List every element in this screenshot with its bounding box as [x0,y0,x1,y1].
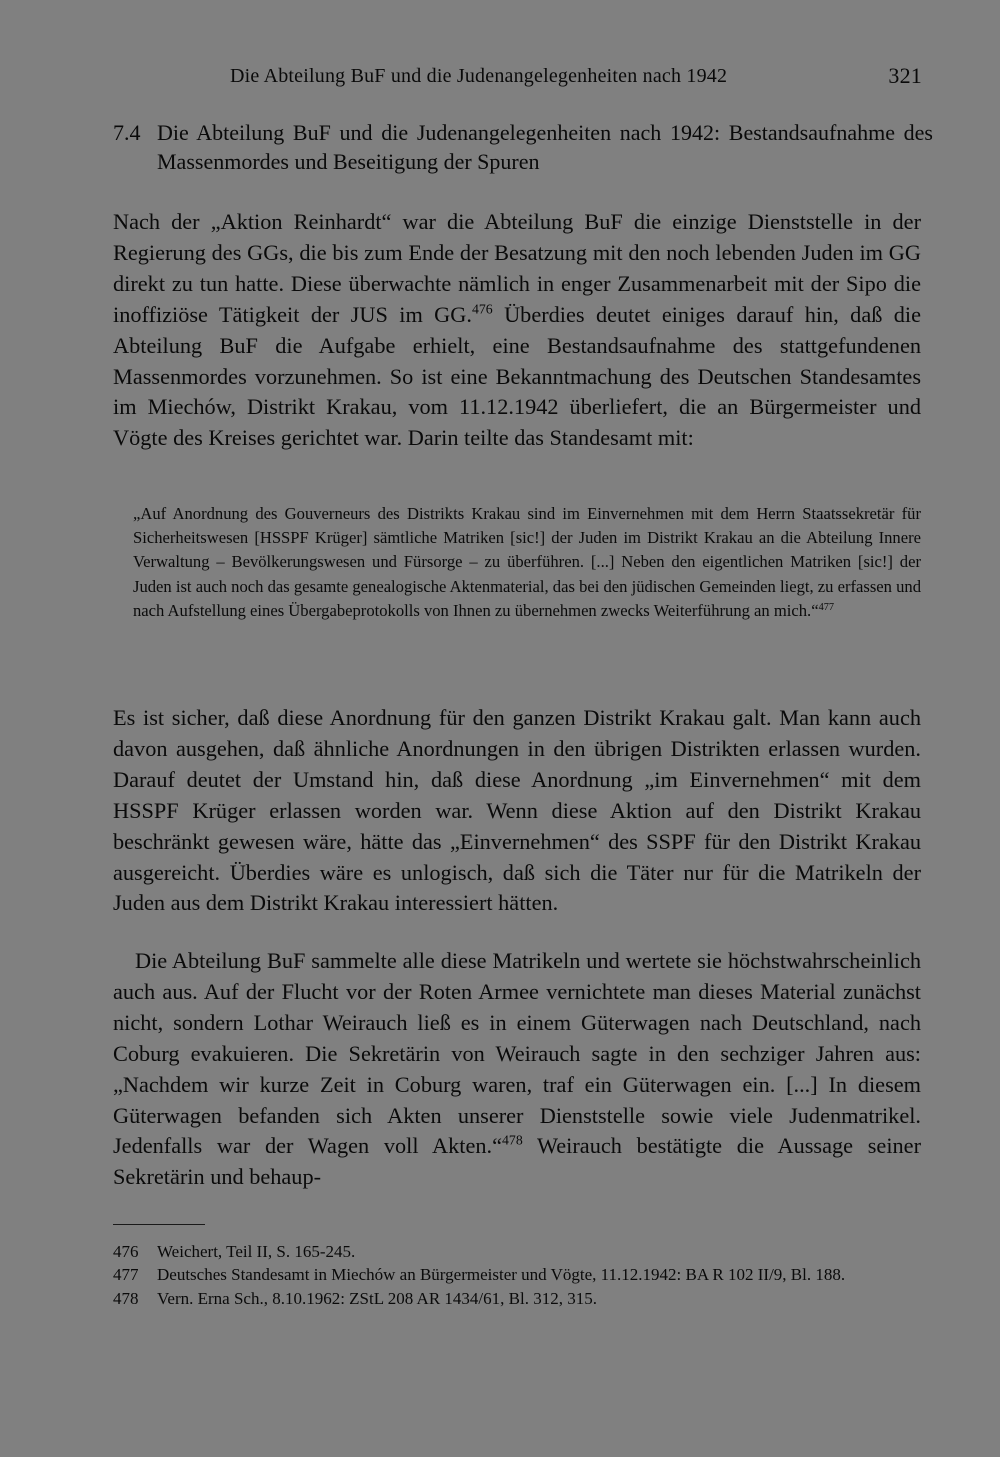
block-quote [133,502,921,623]
running-title: Die Abteilung BuF und die Judenangelegenheiten nach 1942 [230,65,728,87]
page-number: 321 [888,63,922,88]
footnotes [113,1240,921,1310]
footnote-text: Vern. Erna Sch., 8.10.1962: ZStL 208 AR 1434/61, Bl. 312, 315. [157,1288,597,1308]
footnote-text: Deutsches Standesamt in Miechów an Bürgermeister und Vögte, 11.12.1942: BA R 102 II/9, Bl. 188. [157,1265,846,1285]
paragraph-1 [113,207,921,454]
section-title: Die Abteilung BuF und die Judenangelegenheiten nach 1942: Bestandsaufnahme des Massenmordes und Beseitigung der Spuren [157,120,933,174]
footnote-478 [113,1287,921,1310]
footnote-ref-476: 476 [471,301,493,317]
footnote-477 [113,1263,921,1286]
footnote-text: Weichert, Teil II, S. 165-245. [157,1242,356,1261]
paragraph-3-text-a: Die Abteilung BuF sammelte alle diese Matrikeln und wertete sie höchstwahrscheinlich auch aus. Auf der Flucht vor der Roten Armee vernichtete man dieses Material zunächst nicht, sondern Lothar Weirauch ließ es in einem Güterwagen nach Deutschland, nach Coburg evakuieren. Die Sekretärin von Weirauch sagte in den sechziger Jahren aus: „Nachdem wir kurze Zeit in Coburg waren, traf ein Güterwagen ein. [...] In diesem Güterwagen befanden sich Akten unserer Dienststelle sowie viele Judenmatrikel. Jedenfalls war der Wagen voll Akten.“ [113,948,921,1159]
section-heading [113,118,933,176]
footnote-ref-477: 477 [818,601,834,613]
footnote-number: 476 [113,1242,139,1261]
footnote-ref-478: 478 [502,1133,523,1149]
paragraph-1-text-a: Nach der „Aktion Reinhardt“ war die Abteilung BuF die einzige Dienststelle in der Regierung des GGs, die bis zum Ende der Besatzung mit den noch lebenden Juden im GG direkt zu tun hatte. Diese überwachte nämlich in enger Zusammenarbeit mit der Sipo die inoffiziöse Tätigkeit der JUS im GG. [113,209,921,327]
section-number: 7.4 [113,120,141,145]
paragraph-3 [113,946,921,1193]
footnote-number: 477 [113,1265,139,1285]
paragraph-1-text-b: Überdies deutet einiges darauf hin, daß die Abteilung BuF die Aufgabe erhielt, eine Bestandsaufnahme des stattgefundenen Massenmordes vorzunehmen. So ist eine Bekanntmachung des Deutschen Standesamtes im Miechów, Distrikt Krakau, vom 11.12.1942 überliefert, die an Bürgermeister und Vögte des Kreises gerichtet war. Darin teilte das Standesamt mit: [113,301,921,451]
footnote-476 [113,1240,921,1263]
block-quote-text: „Auf Anordnung des Gouverneurs des Distrikts Krakau sind im Einvernehmen mit dem Herrn Staatssekretär für Sicherheitswesen [HSSPF Krüger] sämtliche Matriken [sic!] der Juden im Distrikt Krakau an die Abteilung Innere Verwaltung – Bevölkerungswesen und Fürsorge – zu überführen. [...] Neben den eigentlichen Matriken [sic!] der Juden ist auch noch das gesamte genealogische Aktenmaterial, das bei den jüdischen Gemeinden liegt, zu erfassen und nach Aufstellung eines Übergabeprotokolls von Ihnen zu übernehmen zwecks Weiterführung an mich.“ [133,504,921,620]
footnote-number: 478 [113,1288,139,1308]
footnote-separator [113,1224,205,1225]
paragraph-2: Es ist sicher, daß diese Anordnung für den ganzen Distrikt Krakau galt. Man kann auch davon ausgehen, daß ähnliche Anordnungen in den übrigen Distrikten erlassen wurden. Darauf deutet der Umstand hin, daß diese Anordnung „im Einvernehmen“ mit dem HSSPF Krüger erlassen worden war. Wenn diese Aktion auf den Distrikt Krakau beschränkt gewesen wäre, hätte das „Einvernehmen“ des SSPF für den Distrikt Krakau ausgereicht. Überdies wäre es unlogisch, daß sich die Täter nur für die Matrikeln der Juden aus dem Distrikt Krakau interessiert hätten. [113,705,921,916]
running-header [230,62,922,90]
paragraph-3-text-b: Weirauch bestätigte die Aussage seiner Sekretärin und behaup- [113,1133,921,1190]
